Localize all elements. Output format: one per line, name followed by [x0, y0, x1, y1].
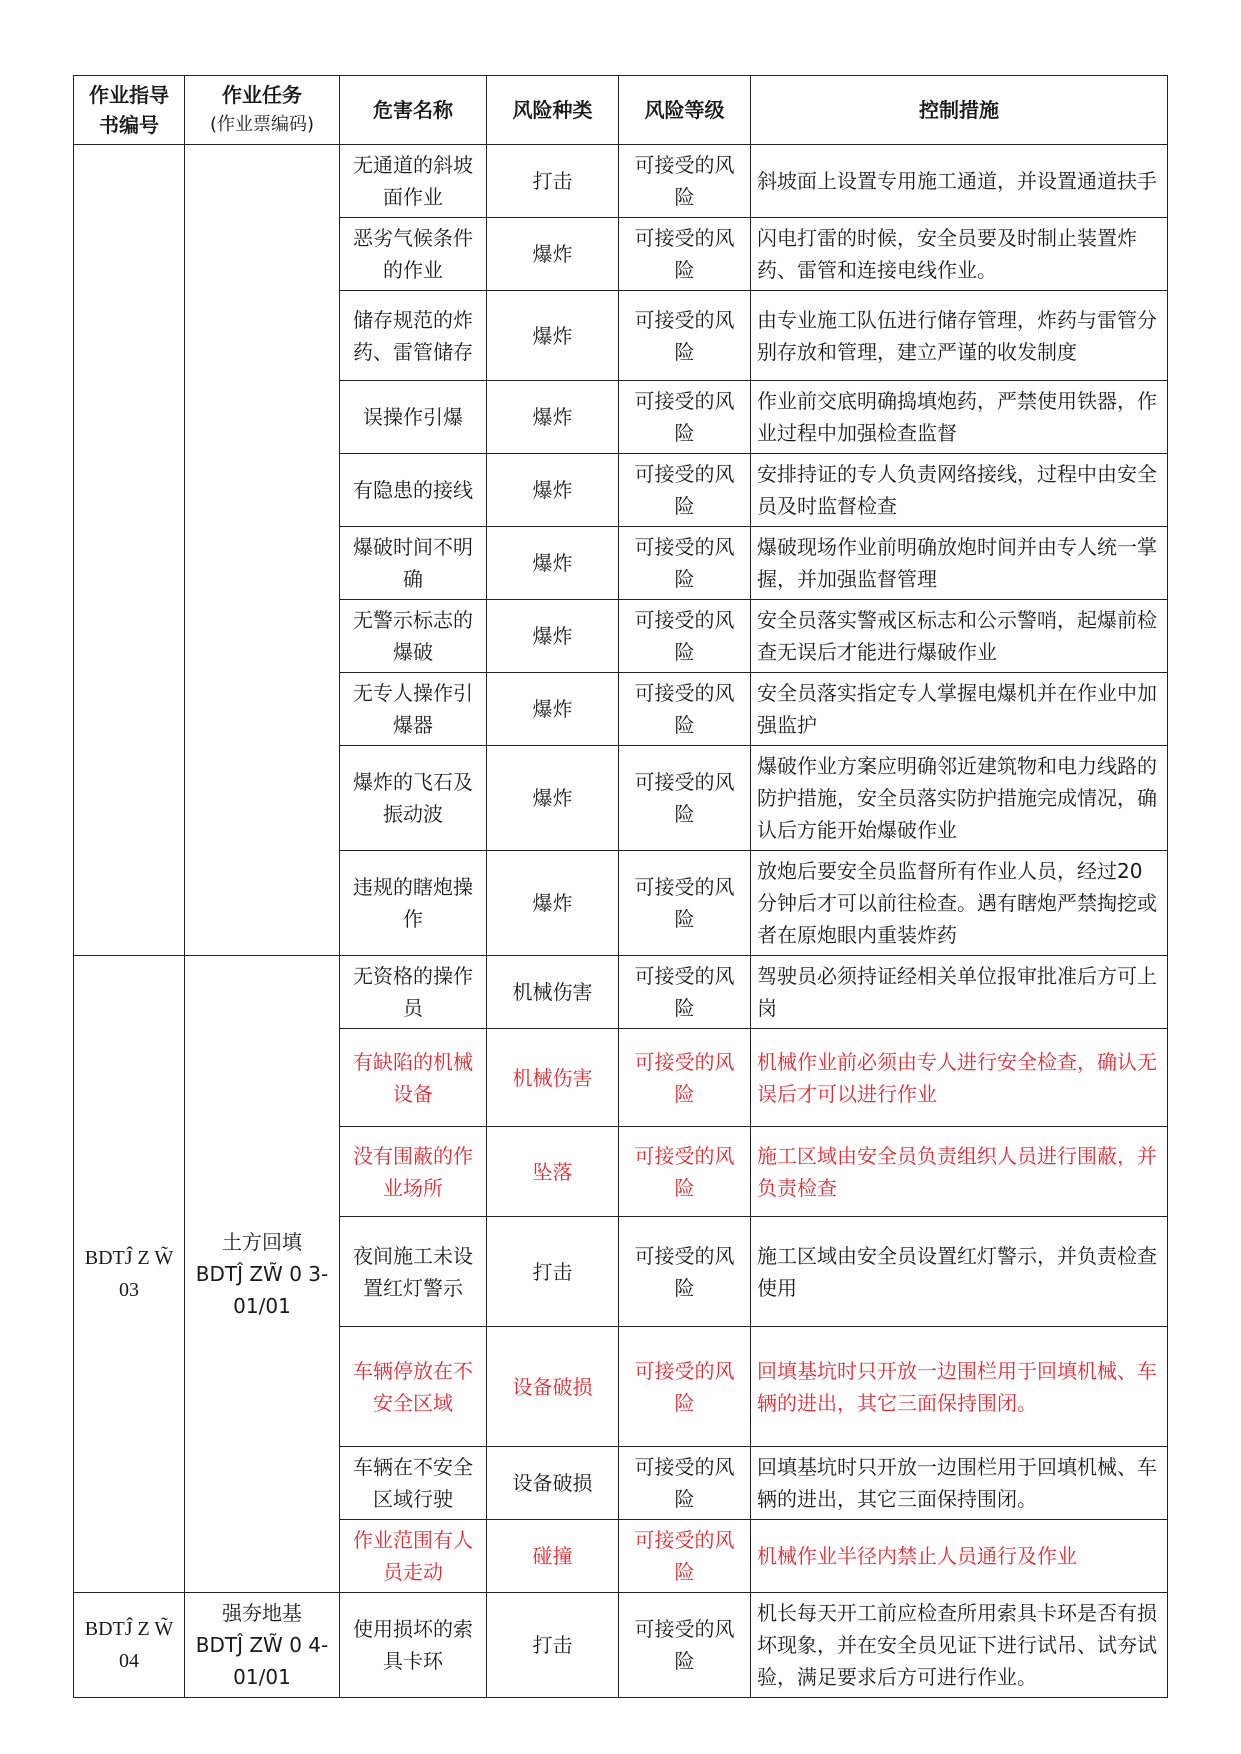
risk-level-cell: 可接受的风险 — [619, 454, 751, 527]
control-measure-cell: 机械作业半径内禁止人员通行及作业 — [751, 1520, 1168, 1593]
risk-type-cell: 爆炸 — [487, 600, 619, 673]
risk-type-cell: 爆炸 — [487, 381, 619, 454]
risk-type-cell: 设备破损 — [487, 1447, 619, 1520]
hazard-name-cell: 爆炸的飞石及振动波 — [340, 746, 487, 851]
hazard-name-cell: 爆破时间不明确 — [340, 527, 487, 600]
risk-type-cell: 爆炸 — [487, 291, 619, 381]
hazard-name-cell: 误操作引爆 — [340, 381, 487, 454]
control-measure-cell: 机械作业前必须由专人进行安全检查，确认无误后才可以进行作业 — [751, 1029, 1168, 1127]
risk-level-cell: 可接受的风险 — [619, 851, 751, 956]
task-cell — [185, 145, 340, 956]
table-row — [74, 145, 1168, 218]
header-task-sub: (作业票编码) — [209, 114, 315, 135]
risk-level-cell: 可接受的风险 — [619, 291, 751, 381]
header-doc-no: 作业指导书编号 — [74, 76, 185, 145]
control-measure-cell: 施工区域由安全员设置红灯警示，并负责检查使用 — [751, 1217, 1168, 1327]
header-control-measure: 控制措施 — [751, 76, 1168, 145]
hazard-name-cell: 车辆在不安全区域行驶 — [340, 1447, 487, 1520]
control-measure-cell: 爆破作业方案应明确邻近建筑物和电力线路的防护措施，安全员落实防护措施完成情况，确认后方能开始爆破作业 — [751, 746, 1168, 851]
hazard-name-cell: 无通道的斜坡面作业 — [340, 145, 487, 218]
hazard-name-cell: 无资格的操作员 — [340, 956, 487, 1029]
hazard-name-cell: 车辆停放在不安全区域 — [340, 1327, 487, 1447]
risk-level-cell: 可接受的风险 — [619, 1520, 751, 1593]
control-measure-cell: 驾驶员必须持证经相关单位报审批准后方可上岗 — [751, 956, 1168, 1029]
risk-level-cell: 可接受的风险 — [619, 1127, 751, 1217]
risk-type-cell: 打击 — [487, 145, 619, 218]
control-measure-cell: 爆破现场作业前明确放炮时间并由专人统一掌握，并加强监督管理 — [751, 527, 1168, 600]
table-row — [74, 1593, 1168, 1698]
risk-level-cell: 可接受的风险 — [619, 1593, 751, 1698]
risk-type-cell: 爆炸 — [487, 527, 619, 600]
risk-level-cell: 可接受的风险 — [619, 1447, 751, 1520]
task-cell — [185, 956, 340, 1593]
table-body — [74, 145, 1168, 1698]
risk-level-cell: 可接受的风险 — [619, 600, 751, 673]
risk-type-cell: 爆炸 — [487, 851, 619, 956]
risk-type-cell: 打击 — [487, 1593, 619, 1698]
control-measure-cell: 回填基坑时只开放一边围栏用于回填机械、车辆的进出，其它三面保持围闭。 — [751, 1327, 1168, 1447]
doc-number-cell — [74, 145, 185, 956]
risk-control-table — [73, 75, 1168, 1698]
task-code: BDTĴ ZW̃ 0 4-01/01 — [195, 1633, 329, 1689]
risk-level-cell: 可接受的风险 — [619, 1327, 751, 1447]
risk-level-cell: 可接受的风险 — [619, 527, 751, 600]
table-header-row — [74, 76, 1168, 145]
risk-level-cell: 可接受的风险 — [619, 956, 751, 1029]
hazard-name-cell: 违规的瞎炮操作 — [340, 851, 487, 956]
hazard-name-cell: 有隐患的接线 — [340, 454, 487, 527]
risk-type-cell: 打击 — [487, 1217, 619, 1327]
hazard-name-cell: 作业范围有人员走动 — [340, 1520, 487, 1593]
control-measure-cell: 安全员落实指定专人掌握电爆机并在作业中加强监护 — [751, 673, 1168, 746]
control-measure-cell: 闪电打雷的时候，安全员要及时制止装置炸药、雷管和连接电线作业。 — [751, 218, 1168, 291]
hazard-name-cell: 无专人操作引爆器 — [340, 673, 487, 746]
hazard-name-cell: 夜间施工未设置红灯警示 — [340, 1217, 487, 1327]
risk-level-cell: 可接受的风险 — [619, 218, 751, 291]
control-measure-cell: 施工区域由安全员负责组织人员进行围蔽，并负责检查 — [751, 1127, 1168, 1217]
risk-level-cell: 可接受的风险 — [619, 746, 751, 851]
hazard-name-cell: 储存规范的炸药、雷管储存 — [340, 291, 487, 381]
risk-type-cell: 爆炸 — [487, 673, 619, 746]
risk-level-cell: 可接受的风险 — [619, 673, 751, 746]
task-code: BDTĴ ZW̃ 0 3-01/01 — [195, 1262, 329, 1318]
hazard-name-cell: 使用损坏的索具卡环 — [340, 1593, 487, 1698]
risk-type-cell: 设备破损 — [487, 1327, 619, 1447]
task-name: 强夯地基 — [222, 1601, 302, 1625]
control-measure-cell: 由专业施工队伍进行储存管理，炸药与雷管分别存放和管理，建立严谨的收发制度 — [751, 291, 1168, 381]
risk-level-cell: 可接受的风险 — [619, 381, 751, 454]
risk-type-cell: 爆炸 — [487, 218, 619, 291]
control-measure-cell: 安全员落实警戒区标志和公示警哨，起爆前检查无误后才能进行爆破作业 — [751, 600, 1168, 673]
task-name: 土方回填 — [222, 1230, 302, 1254]
risk-type-cell: 碰撞 — [487, 1520, 619, 1593]
header-hazard: 危害名称 — [340, 76, 487, 145]
header-risk-type: 风险种类 — [487, 76, 619, 145]
control-measure-cell: 回填基坑时只开放一边围栏用于回填机械、车辆的进出，其它三面保持围闭。 — [751, 1447, 1168, 1520]
risk-level-cell: 可接受的风险 — [619, 145, 751, 218]
doc-number-cell: BDTĴ Z W̃ 03 — [74, 956, 185, 1593]
risk-level-cell: 可接受的风险 — [619, 1217, 751, 1327]
risk-type-cell: 爆炸 — [487, 746, 619, 851]
risk-level-cell: 可接受的风险 — [619, 1029, 751, 1127]
hazard-name-cell: 有缺陷的机械设备 — [340, 1029, 487, 1127]
hazard-name-cell: 没有围蔽的作业场所 — [340, 1127, 487, 1217]
header-risk-level: 风险等级 — [619, 76, 751, 145]
doc-number-cell: BDTĴ Z W̃ 04 — [74, 1593, 185, 1698]
risk-type-cell: 机械伤害 — [487, 1029, 619, 1127]
table-row — [74, 956, 1168, 1029]
header-task — [185, 76, 340, 145]
control-measure-cell: 作业前交底明确捣填炮药，严禁使用铁器，作业过程中加强检查监督 — [751, 381, 1168, 454]
risk-type-cell: 机械伤害 — [487, 956, 619, 1029]
risk-type-cell: 爆炸 — [487, 454, 619, 527]
control-measure-cell: 安排持证的专人负责网络接线，过程中由安全员及时监督检查 — [751, 454, 1168, 527]
control-measure-cell: 斜坡面上设置专用施工通道，并设置通道扶手 — [751, 145, 1168, 218]
task-cell — [185, 1593, 340, 1698]
header-task-main: 作业任务 — [222, 83, 302, 107]
risk-type-cell: 坠落 — [487, 1127, 619, 1217]
control-measure-cell: 机长每天开工前应检查所用索具卡环是否有损坏现象，并在安全员见证下进行试吊、试夯试验，满足要求后方可进行作业。 — [751, 1593, 1168, 1698]
hazard-name-cell: 恶劣气候条件的作业 — [340, 218, 487, 291]
control-measure-cell: 放炮后要安全员监督所有作业人员，经过20分钟后才可以前往检查。遇有瞎炮严禁掏挖或者在原炮眼内重装炸药 — [751, 851, 1168, 956]
hazard-name-cell: 无警示标志的爆破 — [340, 600, 487, 673]
